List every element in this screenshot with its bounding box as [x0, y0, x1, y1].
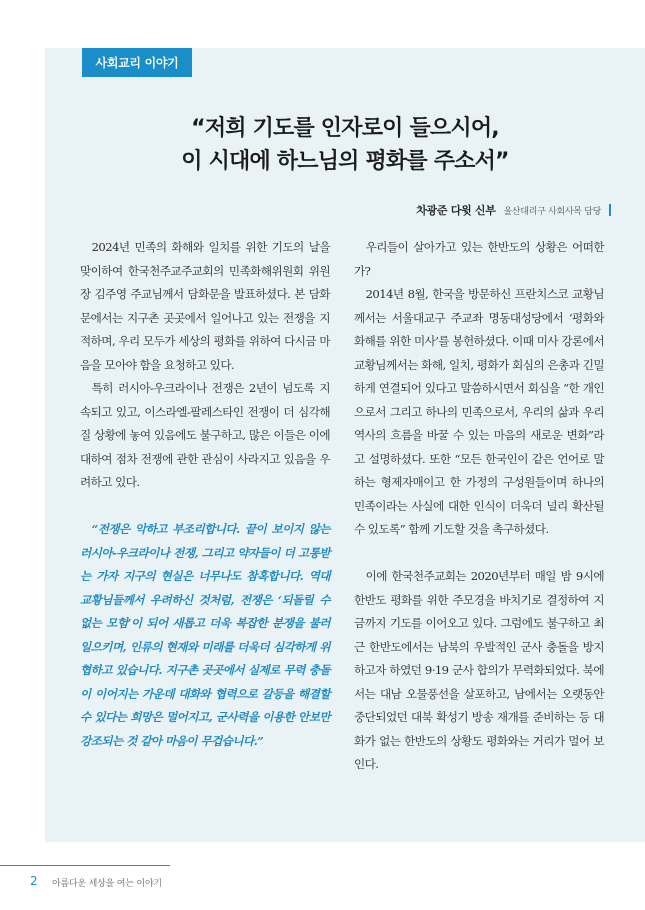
publication-title: 아름다운 세상을 여는 이야기: [52, 879, 162, 889]
category-tag: 사회교리 이야기: [82, 48, 192, 77]
left-column: [80, 236, 330, 753]
author-name: 차광준 다윗 신부: [416, 204, 496, 217]
page-number: 2: [30, 874, 38, 888]
right-paragraph-3: 이에 한국천주교회는 2020년부터 매일 밤 9시에 한반도 평화를 위한 주모경을 바치기로 결정하여 지금까지 기도를 이어오고 있다. 그럼에도 불구하고 최근 한반도에서는 남북의 우발적인 군사 충돌을 방지하고자 하였던 9·19 군사 합의가 무력화되었다. 북에서는 대남 오물풍선을 살포하고, 남에서는 오랫동안 중단되었던 대북 확성기 방송 재개를 준비하는 등 대화가 없는 한반도의 상황도 평화와는 거리가 멀어 보인다.: [354, 569, 604, 771]
left-paragraph-1: 2024년 민족의 화해와 일치를 위한 기도의 날을 맞이하여 한국천주교주교회의 민족화해위원회 위원장 김주영 주교님께서 담화문을 발표하셨다. 본 담화문에서는 지구촌 곳곳에서 일어나고 있는 전쟁을 지적하며, 우리 모두가 세상의 평화를 위하여 다시금 마음을 모아야 함을 요청하고 있다.: [80, 240, 330, 372]
left-paragraph-2: 특히 러시아-우크라이나 전쟁은 2년이 넘도록 지속되고 있고, 이스라엘-팔레스타인 전쟁이 더 심각해질 상황에 놓여 있음에도 불구하고, 많은 이들은 이에 대하여 점차 전쟁에 관한 관심이 사라지고 있음을 우려하고 있다.: [80, 381, 330, 489]
right-paragraph-1: 우리들이 살아가고 있는 한반도의 상황은 어떠한가?: [354, 240, 604, 278]
article-title: [45, 112, 645, 178]
pull-quote: “전쟁은 악하고 부조리합니다. 끝이 보이지 않는 러시아-우크라이나 전쟁, 그리고 약자들이 더 고통받는 가자 지구의 현실은 너무나도 참혹합니다. 역대 교황님들께서 우려하신 것처럼, 전쟁은 ‘되돌릴 수 없는 모험’이 되어 새롭고 더욱 복잡한 분쟁을 불러일으키며, 인류의 현재와 미래를 더욱더 심각하게 위협하고 있습니다. 지구촌 곳곳에서 실제로 무력 충돌이 이어지는 가운데 대화와 협력으로 갈등을 해결할 수 있다는 희망은 멀어지고, 군사력을 이용한 안보만 강조되는 것 같아 마음이 무겁습니다.”: [80, 522, 330, 748]
author-role: 울산대리구 사회사목 담당: [503, 206, 601, 217]
footer-divider: [0, 865, 170, 866]
article-title-line-1: “저희 기도를 인자로이 들으시어,: [191, 116, 499, 141]
article-title-line-2: 이 시대에 하느님의 평화를 주소서”: [181, 149, 509, 174]
byline: [416, 202, 611, 218]
right-paragraph-2: 2014년 8월, 한국을 방문하신 프란치스코 교황님께서는 서울대교구 주교좌 명동대성당에서 ‘평화와 화해를 위한 미사’를 봉헌하셨다. 이때 미사 강론에서 교황님께서는 화해, 일치, 평화가 회심의 은총과 긴밀하게 연결되어 있다고 말씀하시면서 회심을 “한 개인으로서 그리고 하나의 민족으로서, 우리의 삶과 우리 역사의 흐름을 바꿀 수 있는 마음의 새로운 변화”라고 설명하셨다. 또한 “모든 한국인이 같은 언어로 말하는 형제자매이고 한 가정의 구성원들이며 하나의 민족이라는 사실에 대한 인식이 더욱더 널리 확산될 수 있도록” 함께 기도할 것을 촉구하셨다.: [354, 287, 604, 536]
right-column: [354, 236, 604, 777]
byline-accent-bar: [609, 204, 611, 216]
